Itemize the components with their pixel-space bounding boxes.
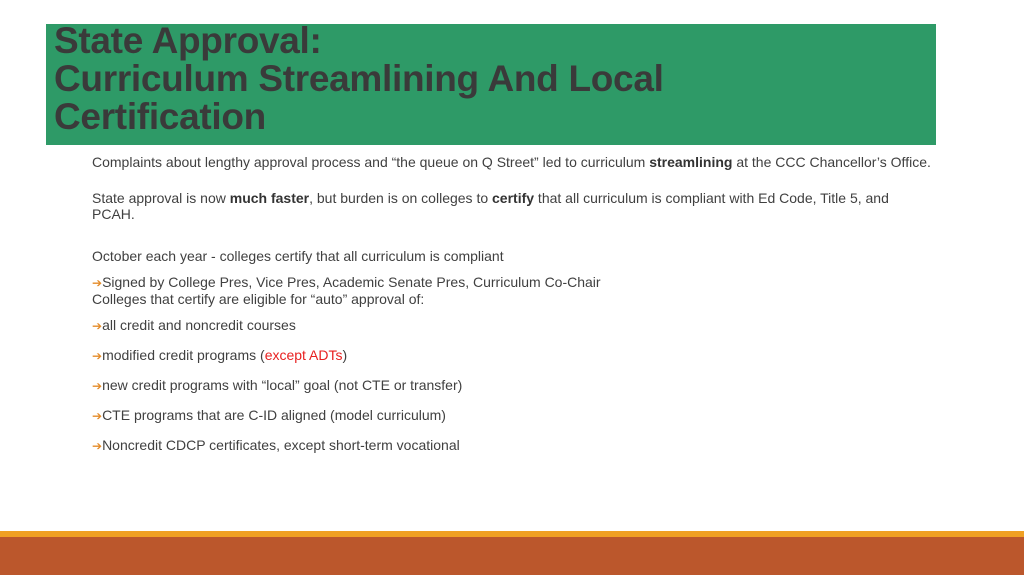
text: Complaints about lengthy approval process and “the queue on Q Street” led to curriculum (92, 154, 650, 170)
bullet-text: modified credit programs ( (102, 347, 265, 363)
right-arrow-icon: ➔ (92, 409, 103, 423)
right-arrow-icon: ➔ (92, 349, 103, 363)
bold-text: streamlining (649, 154, 733, 170)
text: at the CCC Chancellor’s Office. (732, 154, 931, 170)
bullet-text: Signed by College Pres, Vice Pres, Academic Senate Pres, Curriculum Co-Chair (102, 274, 601, 290)
right-arrow-icon: ➔ (92, 379, 103, 393)
text: , but burden is on colleges to (309, 190, 493, 206)
title-line-1: State Approval: (54, 20, 322, 61)
bullet-text: CTE programs that are C-ID aligned (model curriculum) (102, 407, 446, 423)
bold-text: much faster (229, 190, 310, 206)
paragraph-complaints (92, 154, 932, 170)
bullet-text: new credit programs with “local” goal (not CTE or transfer) (102, 377, 463, 393)
title-line-2: Curriculum Streamlining And Local (54, 58, 664, 99)
bullet-item (92, 317, 932, 334)
bullet-item (92, 274, 932, 291)
bullet-item (92, 437, 932, 454)
title-line-3: Certification (54, 96, 266, 137)
bullet-item (92, 407, 932, 424)
footer-band (0, 537, 1024, 575)
paragraph-october: October each year - colleges certify that all curriculum is compliant (92, 248, 504, 264)
bold-text: certify (492, 190, 535, 206)
slide-body (92, 154, 932, 454)
text: State approval is now (92, 190, 230, 206)
paragraph-auto-approval: Colleges that certify are eligible for “auto” approval of: (92, 291, 425, 307)
paragraph-state-approval (92, 190, 932, 222)
right-arrow-icon: ➔ (92, 439, 103, 453)
bullet-text: Noncredit CDCP certificates, except short-term vocational (102, 437, 460, 453)
page-title (54, 22, 664, 136)
bullet-item (92, 377, 932, 394)
bullet-text: all credit and noncredit courses (102, 317, 296, 333)
text: that all curriculum is compliant with Ed Code, Title 5, and PCAH. (92, 190, 889, 222)
right-arrow-icon: ➔ (92, 276, 103, 290)
bullet-item (92, 347, 932, 364)
right-arrow-icon: ➔ (92, 319, 103, 333)
bullet-text: ) (342, 347, 348, 363)
highlighted-text: except ADTs (264, 347, 343, 363)
